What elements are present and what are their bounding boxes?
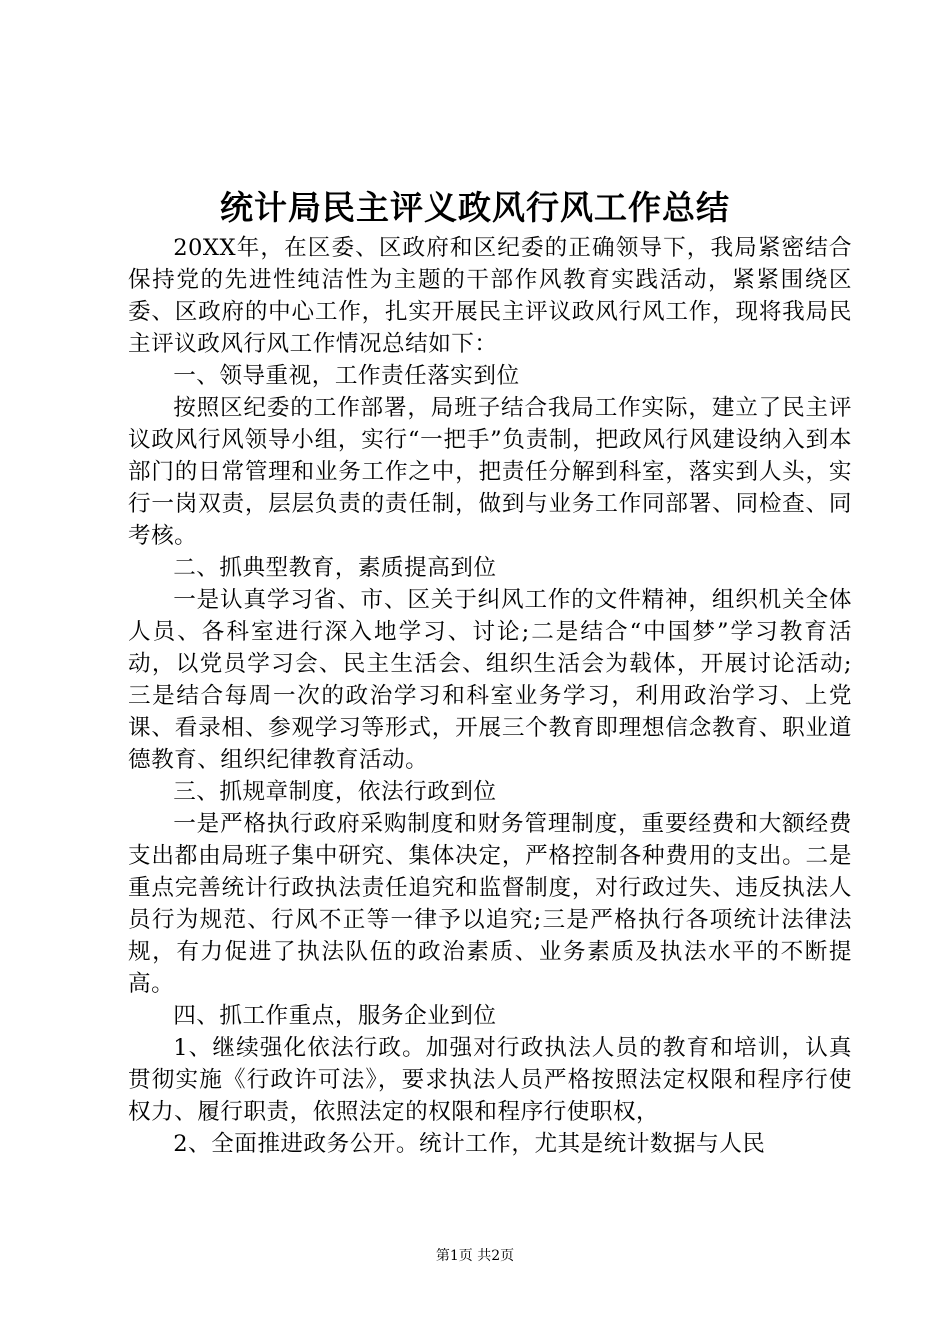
paragraph-section-4-item-2: 2、全面推进政务公开。统计工作，尤其是统计数据与人民 [173,1131,766,1157]
section-heading-4: 四、抓工作重点，服务企业到位 [173,1003,497,1029]
document-body [128,232,852,1160]
section-heading-3: 三、抓规章制度，依法行政到位 [173,779,497,805]
document-title: 统计局民主评义政风行风工作总结 [220,188,730,227]
paragraph-intro: 20XX年，在区委、区政府和区纪委的正确领导下，我局紧密结合保持党的先进性纯洁性为主题的干部作风教育实践活动，紧紧围绕区委、区政府的中心工作，扎实开展民主评议政风行风工作，现将我局民主评议政风行风工作情况总结如下： [128,235,852,357]
paragraph-section-3: 一是严格执行政府采购制度和财务管理制度，重要经费和大额经费支出都由局班子集中研究、集体决定，严格控制各种费用的支出。二是重点完善统计行政执法责任追究和监督制度，对行政过失、违反执法人员行为规范、行风不正等一律予以追究;三是严格执行各项统计法律法规，有力促进了执法队伍的政治素质、业务素质及执法水平的不断提高。 [128,811,852,997]
page-number-footer: 第1页 共2页 [435,1248,515,1264]
paragraph-section-4-item-1: 1、继续强化依法行政。加强对行政执法人员的教育和培训，认真贯彻实施《行政许可法》，要求执法人员严格按照法定权限和程序行使权力、履行职责，依照法定的权限和程序行使职权， [128,1035,852,1125]
paragraph-section-2: 一是认真学习省、市、区关于纠风工作的文件精神，组织机关全体人员、各科室进行深入地学习、讨论;二是结合“中国梦”学习教育活动，以党员学习会、民主生活会、组织生活会为载体，开展讨论活动;三是结合每周一次的政治学习和科室业务学习，利用政治学习、上党课、看录相、参观学习等形式，开展三个教育即理想信念教育、职业道德教育、组织纪律教育活动。 [128,587,852,773]
section-heading-1: 一、领导重视，工作责任落实到位 [173,363,520,389]
paragraph-section-1: 按照区纪委的工作部署，局班子结合我局工作实际，建立了民主评议政风行风领导小组，实行“一把手”负责制，把政风行风建设纳入到本部门的日常管理和业务工作之中，把责任分解到科室，落实到人头，实行一岗双责，层层负责的责任制，做到与业务工作同部署、同检查、同考核。 [128,395,852,549]
section-heading-2: 二、抓典型教育，素质提高到位 [173,555,497,581]
